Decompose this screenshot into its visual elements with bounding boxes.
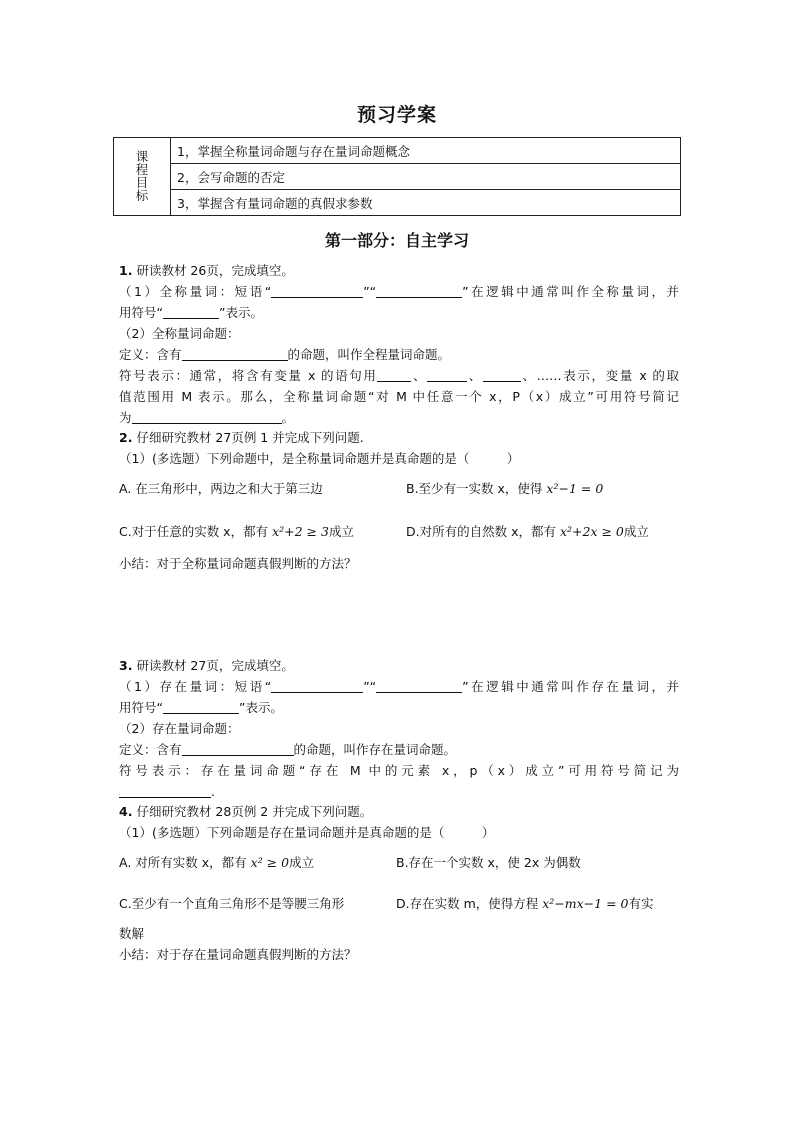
q3-existential-quantifier-line: （1）存在量词：短语“ ”“ ”在逻辑中通常叫作存在量词，并 bbox=[119, 679, 679, 694]
blank-field[interactable] bbox=[182, 347, 288, 361]
q4-option-c[interactable]: C.至少有一个直角三角形不是等腰三角形 bbox=[119, 896, 345, 911]
q2-summary: 小结：对于全称量词命题真假判断的方法？ bbox=[119, 556, 357, 571]
page-title: 预习学案 bbox=[356, 104, 437, 126]
question-2 bbox=[119, 427, 679, 574]
section-title: 第一部分：自主学习 bbox=[324, 231, 469, 250]
question-3-number: 3. bbox=[119, 658, 133, 673]
q2-option-b[interactable]: B.至少有一实数 x，使得 x²−1 = 0 bbox=[406, 481, 604, 496]
q4-option-a[interactable]: A. 对所有实数 x，都有 x² ≥ 0成立 bbox=[119, 855, 315, 870]
course-goal-item: 2，会写命题的否定 bbox=[171, 164, 681, 190]
q1-universal-quantifier-line: （1）全称量词：短语“ ”“ ”在逻辑中通常叫作全称量词，并 bbox=[119, 284, 679, 299]
q3-subheading: （2）存在量词命题： bbox=[119, 721, 240, 736]
course-goals-label: 课程目标 bbox=[135, 149, 149, 203]
blank-field[interactable] bbox=[377, 368, 411, 382]
q2-option-c[interactable]: C.对于任意的实数 x，都有 x²+2 ≥ 3成立 bbox=[119, 524, 354, 539]
course-goals-table bbox=[113, 137, 681, 216]
question-4 bbox=[119, 801, 679, 965]
q4-option-b[interactable]: B.存在一个实数 x，使 2x 为偶数 bbox=[396, 855, 581, 870]
blank-field[interactable] bbox=[119, 784, 211, 798]
question-2-text: 仔细研究教材 27页例 1 并完成下列问题. bbox=[136, 430, 364, 445]
course-goal-item: 3，掌握含有量词命题的真假求参数 bbox=[171, 190, 681, 216]
question-3: 3. 研读教材 27页，完成填空。 （1）存在量词：短语“ ”“ ”在逻辑中通常叫作存在量词，并 用符号“ ”表示。 （2）存在量词命题： 定义：含有 的命题，叫作存在量词命题。 符号表示：存在量词命题“存在 M 中的元素 x，p（x）成立”可用符号简记为 . bbox=[119, 658, 679, 799]
q4-option-d[interactable]: D.存在实数 m，使得方程 x²−mx−1 = 0有实 bbox=[396, 896, 654, 911]
question-4-number: 4. bbox=[119, 804, 133, 819]
q1-symbol-line: 符号表示：通常，将含有变量 x 的语句用 、 、 、……表示，变量 x 的取 bbox=[119, 368, 679, 383]
blank-field[interactable] bbox=[427, 368, 467, 382]
blank-field[interactable] bbox=[163, 700, 239, 714]
q4-option-d-continued: 数解 bbox=[119, 926, 145, 941]
q2-options-cd bbox=[119, 521, 679, 542]
blank-field[interactable] bbox=[376, 284, 462, 298]
blank-field[interactable] bbox=[163, 305, 219, 319]
question-3-text: 研读教材 27页，完成填空。 bbox=[136, 658, 294, 673]
course-goal-item: 1，掌握全称量词命题与存在量词命题概念 bbox=[171, 138, 681, 164]
blank-field[interactable] bbox=[483, 368, 521, 382]
question-2-number: 2. bbox=[119, 430, 133, 445]
q2-option-a[interactable]: A. 在三角形中，两边之和大于第三边 bbox=[119, 481, 323, 496]
q2-options-ab bbox=[119, 478, 679, 499]
q2-option-d[interactable]: D.对所有的自然数 x，都有 x²+2x ≥ 0成立 bbox=[406, 524, 649, 539]
question-1-number: 1. bbox=[119, 263, 133, 278]
q1-subheading: （2）全称量词命题： bbox=[119, 326, 240, 341]
q4-subquestion: （1）(多选题）下列命题是存在量词命题并是真命题的是（ ） bbox=[119, 825, 495, 840]
question-1-text: 研读教材 26页，完成填空。 bbox=[136, 263, 294, 278]
blank-field[interactable] bbox=[271, 284, 363, 298]
blank-field[interactable] bbox=[132, 410, 282, 424]
q2-subquestion: （1）(多选题）下列命题中，是全称量词命题并是真命题的是（ ） bbox=[119, 451, 520, 466]
course-goals-label-cell bbox=[114, 138, 171, 216]
question-1: 1. 研读教材 26页，完成填空。 （1）全称量词：短语“ ”“ ”在逻辑中通常叫作全称量词，并 用符号“ ”表示。 （2）全称量词命题： 定义：含有 的命题，叫作全程量词命题。 符号表示：通常，将含有变量 x 的语句用 、 、 、……表示，变量 x 的取 值范围用 M 表示。那么，全称量词命题“对 M 中任意一个 x，P（x）成立”可用符号简记 为 。 bbox=[119, 263, 679, 425]
blank-field[interactable] bbox=[376, 679, 462, 693]
q4-summary: 小结：对于存在量词命题真假判断的方法？ bbox=[119, 947, 357, 962]
blank-field[interactable] bbox=[182, 742, 294, 756]
q4-options-ab bbox=[119, 852, 679, 873]
question-4-text: 仔细研究教材 28页例 2 并完成下列问题。 bbox=[136, 804, 373, 819]
blank-field[interactable] bbox=[271, 679, 363, 693]
q4-options-cd bbox=[119, 893, 679, 914]
